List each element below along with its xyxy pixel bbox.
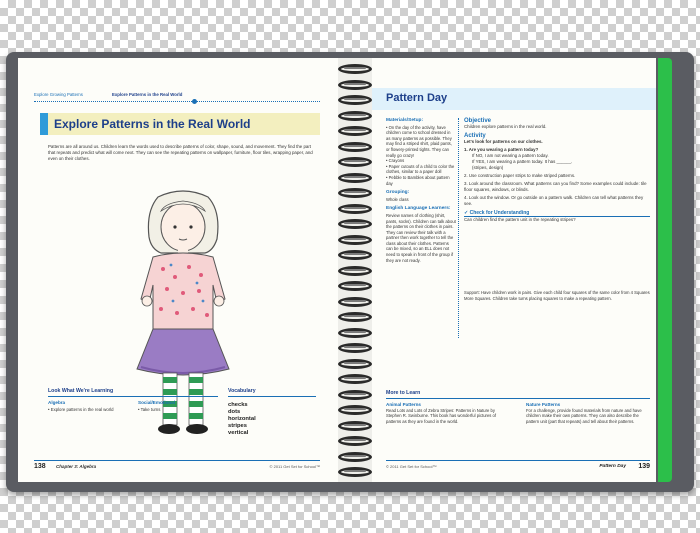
page-title: Pattern Day [386,92,448,104]
running-head: Pattern Day [599,464,626,469]
left-footer [34,460,320,472]
spiral-ring [338,405,372,415]
spiral-ring [338,173,372,183]
social-label: Social/Emotional [138,400,176,405]
learning-rule [48,396,218,397]
copyright: © 2011 Get Set for School™ [386,464,437,469]
support-text: Support: Have children work in pairs. Give each child four squares of the same color from 4 Squares More Squares. Children take turns placing squares to make a repeating pattern. [464,290,650,301]
spiral-ring [338,467,372,477]
spiral-ring [338,111,372,121]
check-text: Can children find the pattern unit in the repeating stripes? [464,217,576,222]
ell-text: Review names of clothing (shirt, pants, socks). Children can talk about the patterns on their clothes in pairs. They can review their talk with a partner then work together to tell the class about their clothes. Patterns can be mixed, so an ELL does not need to speak in front of the group if they are not ready. [386,212,456,263]
spiral-ring [338,421,372,431]
more-rule [386,398,650,399]
materials-item: • Paper cutouts of a child to color the clothes, similar to a paper doll [386,163,455,175]
spiral-ring [338,126,372,136]
vocab-word: dots [228,409,241,415]
objective-heading: Objective [464,118,492,124]
spiral-ring [338,219,372,229]
spiral-ring [338,343,372,353]
breadcrumb [34,90,320,102]
activity-step: If NO, I am not wearing a pattern today. [472,153,549,158]
spiral-ring [338,188,372,198]
sidebar-column [386,118,456,263]
learning-heading: Look What We're Learning [48,388,114,394]
main-column [464,118,650,223]
spiral-ring [338,328,372,338]
objective-text: Children explore patterns in the real world. [464,124,547,129]
nature-patterns [526,402,650,424]
materials-item: • On the day of the activity, have children come to school dressed in as many patterns as possible. They may find a striped shirt, plaid pants, or flowery-printed tights. They can really go crazy! [386,124,452,158]
learning-box [48,388,316,458]
breadcrumb-dot-icon [192,99,197,104]
spiral-ring [338,312,372,322]
left-page [18,58,338,482]
page-number: 138 [34,463,46,470]
activity-step: If YES, I am wearing a pattern today. It has ______. [472,159,573,164]
page-number: 139 [638,463,650,470]
activity-step: 4. Look out the window. Or go outside on a pattern walk. Children can tell what patterns they see. [464,195,644,206]
activity-step: 3. Look around the classroom. What patterns can you find? Some examples could include: tile floor squares, windows, or blinds. [464,181,647,192]
spiral-ring [338,390,372,400]
spiral-ring [338,281,372,291]
breadcrumb-item-2[interactable]: Explore Patterns in the Real World [112,92,183,97]
vocab-word: stripes [228,423,248,429]
spiral-ring [338,142,372,152]
copyright: © 2011 Get Set for School™ [269,464,320,469]
spiral-ring [338,297,372,307]
spiral-ring [338,452,372,462]
animal-heading: Animal Patterns [386,402,421,407]
materials-heading: Materials/Setup: [386,118,424,123]
activity-step: (stripes, design) [472,165,504,170]
grouping-text: Whole class [386,196,409,202]
algebra-label: Algebra [48,400,66,405]
vocab-word: horizontal [228,416,256,422]
page-title: Explore Patterns in the Real World [54,117,251,131]
right-page [372,58,656,482]
animal-text: Read Lots and Lots of Zebra Stripes: Patterns in Nature by Stephen R. Swinburne. This book has wonderful pictures of patterns as they are found in the world. [386,407,497,424]
chapter-tab[interactable] [658,58,672,482]
ell-heading: English Language Learners: [386,206,451,212]
nature-heading: Nature Patterns [526,402,561,407]
social-item: • Take turns [138,407,161,412]
chapter-label: Chapter 3: Algebra [56,464,97,469]
vocabulary-list [228,402,256,437]
materials-item: • Pebble to Bambles about pattern day [386,174,450,186]
spiral-ring [338,64,372,74]
vocab-word: vertical [228,430,249,436]
vocab-word: checks [228,402,248,408]
right-title-band [372,88,656,110]
activity-heading: Activity [464,133,486,139]
spiral-ring [338,374,372,384]
materials-item: • Crayons [386,158,405,164]
check-heading: ✓ Check for Understanding [464,210,650,217]
column-divider [458,118,459,338]
spiral-ring [338,436,372,446]
activity-intro: Let's look for patterns on our clothes. [464,139,543,144]
right-footer [386,460,650,472]
nature-text: For a challenge, provide found materials from nature and have children make their own patterns. They can also describe the pattern unit (part that repeats) and tell about their patterns. [526,407,642,424]
algebra-item: • Explore patterns in the real world [48,407,114,412]
spiral-ring [338,235,372,245]
spiral-ring [338,250,372,260]
spiral-ring [338,359,372,369]
intro-text: Patterns are all around us. Children learn the words used to describe patterns of color, shape, sound, and movement. They find the part that repeats and predict what will come next. They can see the repeating patterns on wallpaper, furniture, floor tiles, wrapping paper, and even on their clothes. [48,144,313,161]
activity-step: 1. Are you wearing a pattern today? [464,147,539,152]
vocab-rule [228,396,316,397]
spiral-ring [338,95,372,105]
activity-step: 2. Use construction paper strips to make striped patterns. [464,173,576,178]
spiral-ring [338,157,372,167]
breadcrumb-item-1[interactable]: Explore Growing Patterns [34,92,83,97]
grouping-heading: Grouping: [386,190,410,196]
spiral-ring [338,80,372,90]
spiral-ring [338,266,372,276]
title-band [48,113,320,135]
animal-patterns [386,402,510,424]
more-heading: More to Learn [386,390,421,396]
title-accent-bar [40,113,48,135]
vocabulary-heading: Vocabulary [228,388,256,394]
spiral-ring [338,204,372,214]
